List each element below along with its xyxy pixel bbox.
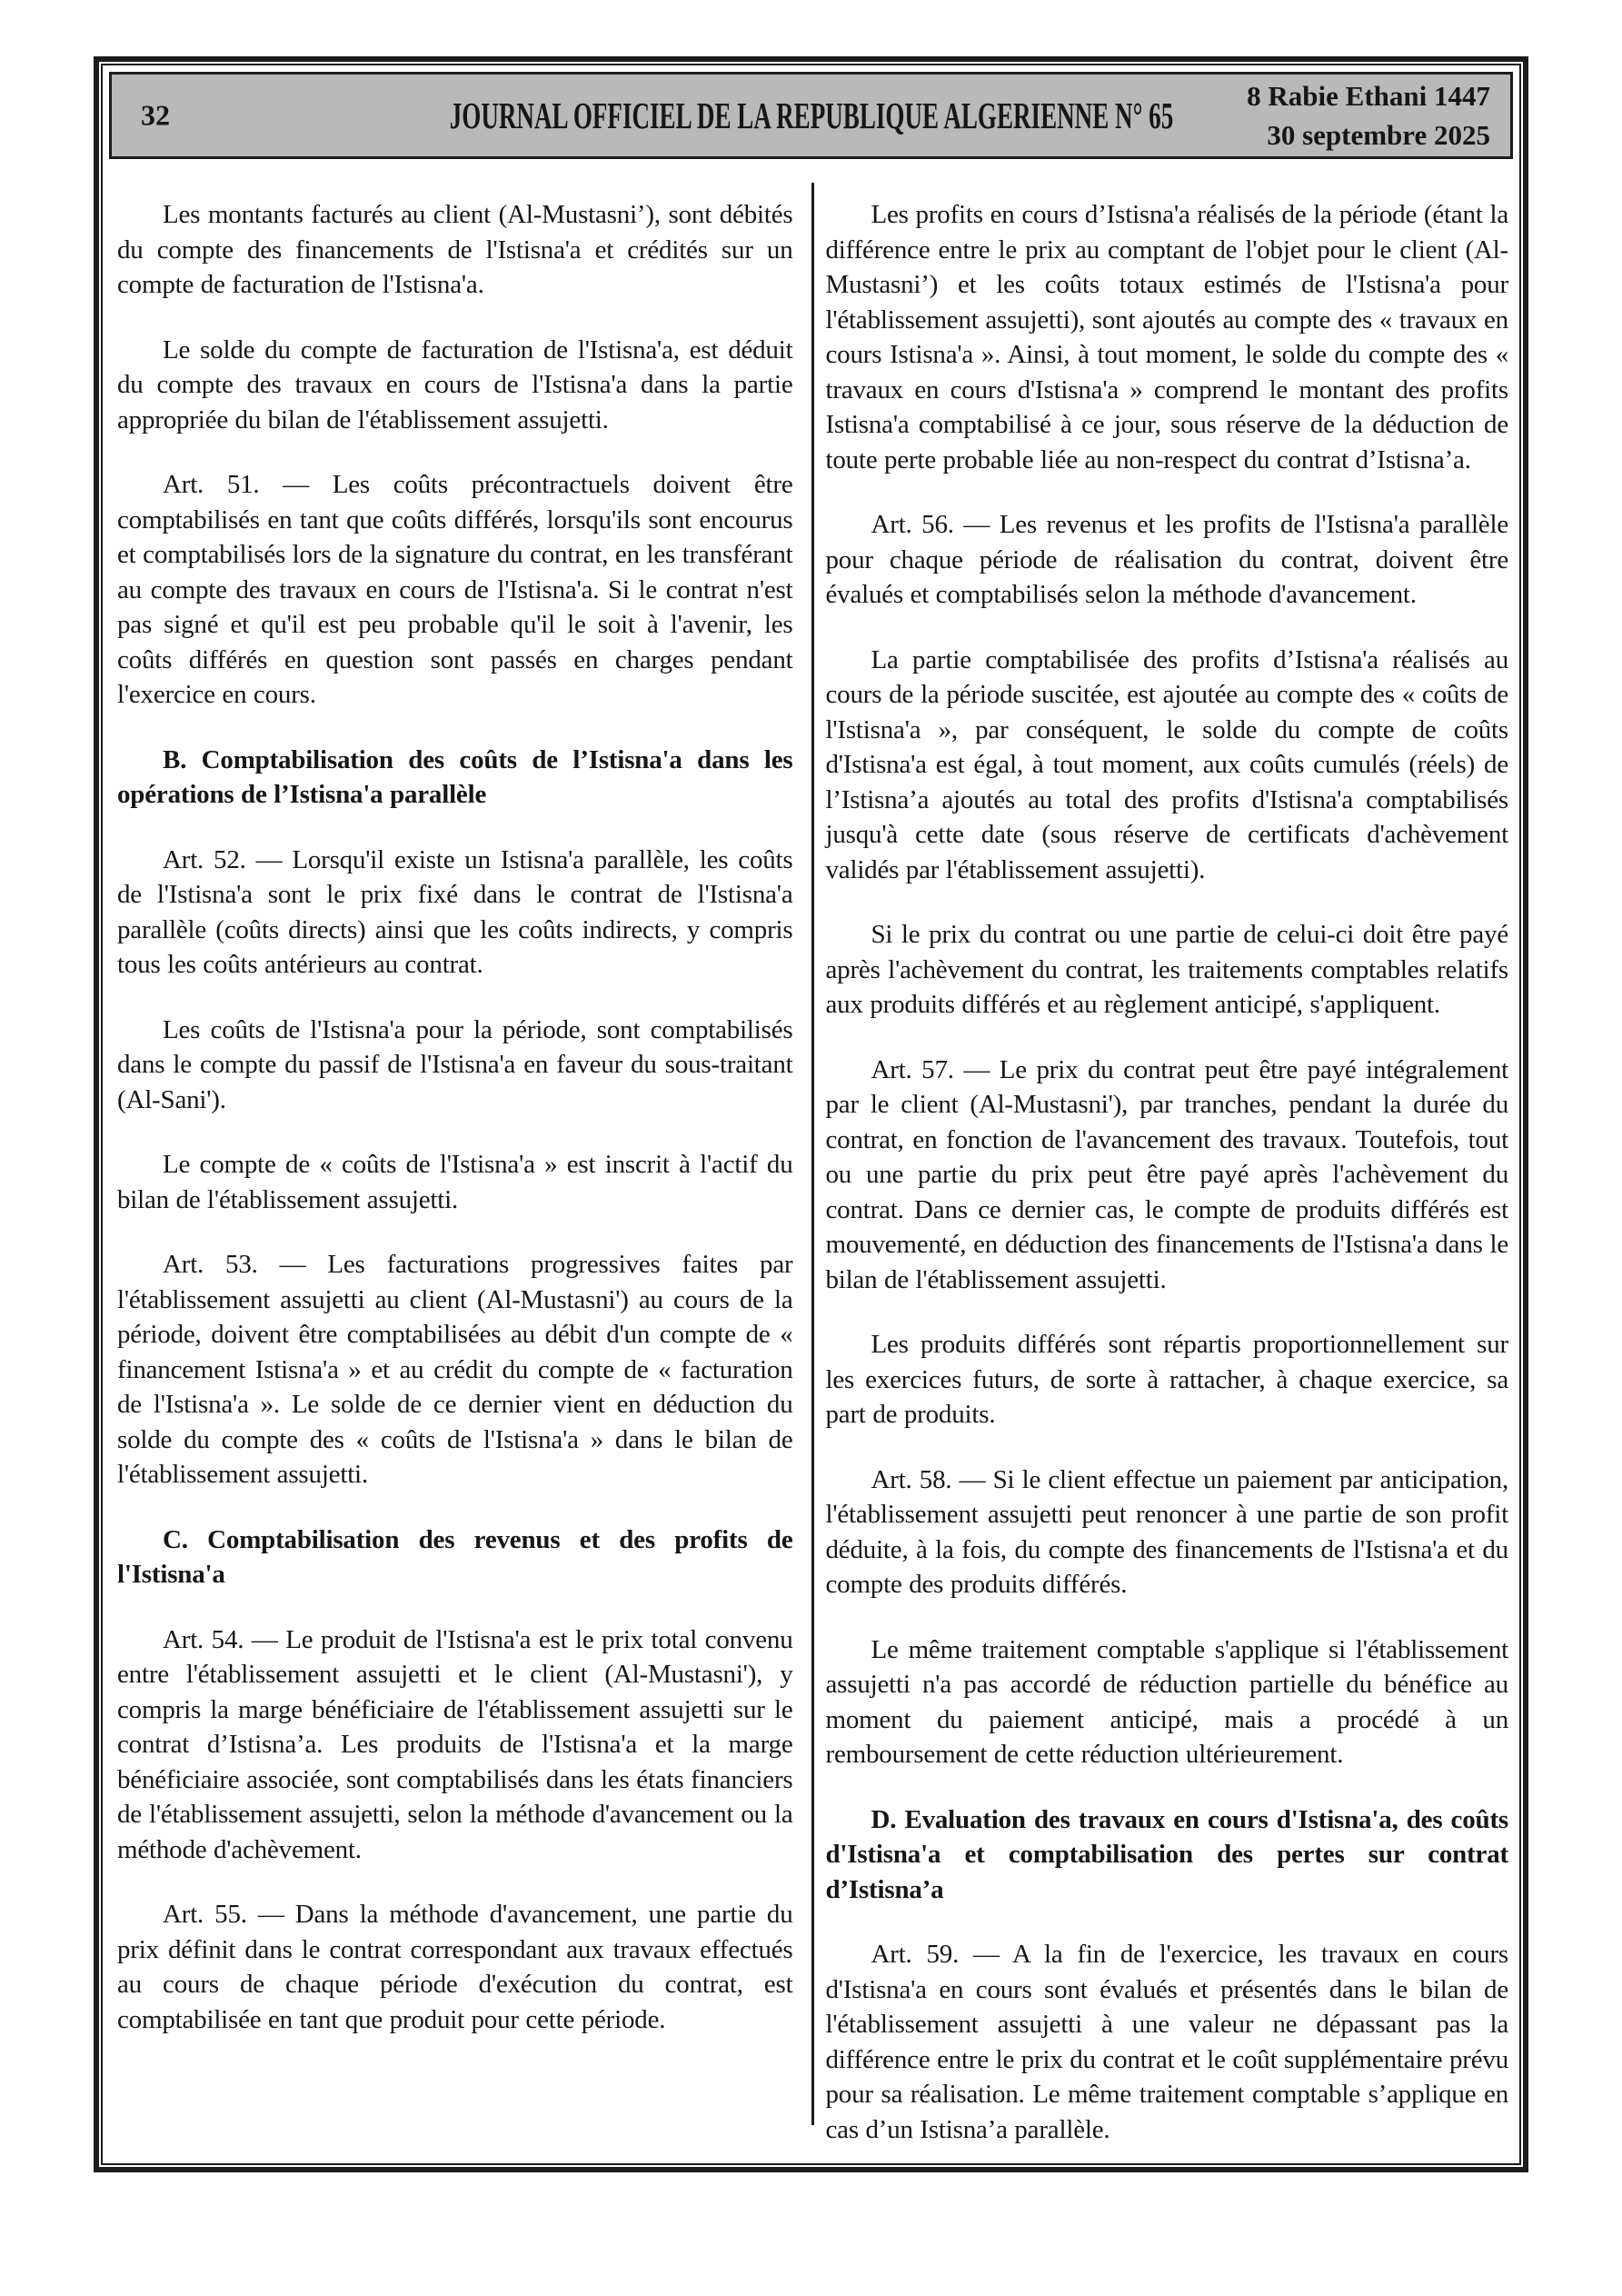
- paragraph: Si le prix du contrat ou une partie de celui-ci doit être payé après l'achèvement du contrat, les traitements comptables relatifs aux produits différés et au règlement anticipé, s'appliquent.: [825, 920, 1508, 1019]
- date-gregorian: 30 septembre 2025: [1267, 119, 1490, 151]
- column-divider: [811, 183, 814, 2125]
- paragraph: Art. 59. — A la fin de l'exercice, les travaux en cours d'Istisna'a en cours sont évalués et présentés dans le bilan de l'établissement assujetti à une valeur ne dépassant pas la différence entre le prix du contrat et le coût supplémentaire prévu pour sa réalisation. Le même traitement comptable s’applique en cas d’un Istisna’a parallèle.: [825, 1940, 1508, 2144]
- paragraph: Le solde du compte de facturation de l'Istisna'a, est déduit du compte des travaux en cours de l'Istisna'a dans la partie appropriée du bilan de l'établissement assujetti.: [117, 334, 793, 434]
- journal-title: JOURNAL OFFICIEL DE LA REPUBLIQUE ALGERIENNE N° 65: [449, 95, 1173, 136]
- paragraph: Le même traitement comptable s'applique si l'établissement assujetti n'a pas accordé de réduction partielle du bénéfice au moment du paiement anticipé, mais a procédé à un remboursement de cette réduction ultérieurement.: [825, 1634, 1508, 1769]
- paragraph: Les produits différés sont répartis proportionnellement sur les exercices futurs, de sorte à rattacher, à chaque exercice, sa part de produits.: [825, 1330, 1508, 1429]
- paragraph: Les coûts de l'Istisna'a pour la période, sont comptabilisés dans le compte du passif de l'Istisna'a en faveur du sous-traitant (Al-Sani').: [117, 1014, 793, 1114]
- paragraph: Art. 57. — Le prix du contrat peut être payé intégralement par le client (Al-Mustasni'), par tranches, pendant la durée du contrat, en fonction de l'avancement des travaux. Toutefois, tout ou une partie du prix peut être payé après l'achèvement du contrat. Dans ce dernier cas, le compte de produits différés est mouvementé, en déduction des financements de l'Istisna'a dans le bilan de l'établissement assujetti.: [825, 1054, 1508, 1294]
- page-frame-inner: [101, 64, 1521, 2165]
- paragraph: Art. 53. — Les facturations progressives faites par l'établissement assujetti au client (Al-Mustasni') au cours de la période, doivent être comptabilisées au débit d'un compte de « financement Istisna'a » et au crédit du compte de « facturation de l'Istisna'a ». Le solde de ce dernier vient en déduction du solde du compte des « coûts de l'Istisna'a » dans le bilan de l'établissement assujetti.: [117, 1250, 793, 1489]
- column-right: [811, 197, 1520, 2163]
- paragraph: Le compte de « coûts de l'Istisna'a » est inscrit à l'actif du bilan de l'établissement assujetti.: [117, 1150, 793, 1214]
- paragraph: Les montants facturés au client (Al-Mustasni’), sont débités du compte des financements de l'Istisna'a et crédités sur un compte de facturation de l'Istisna'a.: [117, 200, 793, 299]
- paragraph: La partie comptabilisée des profits d’Istisna'a réalisés au cours de la période suscitée, est ajoutée au compte des « coûts de l'Istisna'a », par conséquent, le solde du compte de coûts d'Istisna'a est égal, à tout moment, aux coûts cumulés (réels) de l’Istisna’a ajoutés au total des profits d'Istisna'a comptabilisés jusqu'à cette date (sous réserve de certificats d'achèvement validés par l'établissement assujetti).: [825, 644, 1508, 884]
- section-heading: B. Comptabilisation des coûts de l’Istisna'a dans les opérations de l’Istisna'a parallèle: [117, 744, 793, 809]
- column-left: [103, 197, 811, 2163]
- header-band: [109, 72, 1513, 159]
- paragraph: Art. 58. — Si le client effectue un paiement par anticipation, l'établissement assujetti peut renoncer à une partie de son profit déduite, à la fois, du compte des financements de l'Istisna'a et du compte des produits différés.: [825, 1464, 1508, 1599]
- section-heading: D. Evaluation des travaux en cours d'Istisna'a, des coûts d'Istisna'a et comptabilisation des pertes sur contrat d’Istisna’a: [825, 1804, 1508, 1904]
- paragraph: Art. 55. — Dans la méthode d'avancement, une partie du prix définit dans le contrat correspondant aux travaux effectués au cours de chaque période d'exécution du contrat, est comptabilisée en tant que produit pour cette période.: [117, 1900, 793, 2034]
- paragraph: Les profits en cours d’Istisna'a réalisés de la période (étant la différence entre le prix au comptant de l'objet pour le client (Al-Mustasni’) et les coûts totaux estimés de l'Istisna'a pour l'établissement assujetti), sont ajoutés au compte des « travaux en cours Istisna'a ». Ainsi, à tout moment, le solde du compte des « travaux en cours d'Istisna'a » comprend le montant des profits Istisna'a comptabilisé à ce jour, sous réserve de la déduction de toute perte probable liée au non-respect du contrat d’Istisna’a.: [825, 200, 1508, 474]
- section-heading: C. Comptabilisation des revenus et des profits de l'Istisna'a: [117, 1524, 793, 1589]
- paragraph: Art. 56. — Les revenus et les profits de l'Istisna'a parallèle pour chaque période de réalisation du contrat, doivent être évalués et comptabilisés selon la méthode d'avancement.: [825, 510, 1508, 609]
- paragraph: Art. 54. — Le produit de l'Istisna'a est le prix total convenu entre l'établissement assujetti et le client (Al-Mustasni'), y compris la marge bénéficiaire de l'établissement assujetti sur le contrat d’Istisna’a. Les produits de l'Istisna'a et la marge bénéficiaire associée, sont comptabilisés dans les états financiers de l'établissement assujetti, selon la méthode d'avancement ou la méthode d'achèvement.: [117, 1624, 793, 1864]
- header-dates: [1247, 76, 1490, 155]
- paragraph: Art. 52. — Lorsqu'il existe un Istisna'a parallèle, les coûts de l'Istisna'a sont le prix fixé dans le contrat de l'Istisna'a parallèle (coûts directs) ainsi que les coûts indirects, y compris tous les coûts antérieurs au contrat.: [117, 844, 793, 979]
- page-frame: [94, 56, 1528, 2172]
- date-hijri: 8 Rabie Ethani 1447: [1247, 80, 1490, 112]
- text-columns: [103, 159, 1519, 2163]
- page-number: 32: [141, 98, 170, 132]
- paragraph: Art. 51. — Les coûts précontractuels doivent être comptabilisés en tant que coûts différés, lorsqu'ils sont encourus et comptabilisés lors de la signature du contrat, en les transférant au compte des travaux en cours de l'Istisna'a. Si le contrat n'est pas signé et qu'il est peu probable qu'il le soit à l'avenir, les coûts différés en question sont passés en charges pendant l'exercice en cours.: [117, 470, 793, 709]
